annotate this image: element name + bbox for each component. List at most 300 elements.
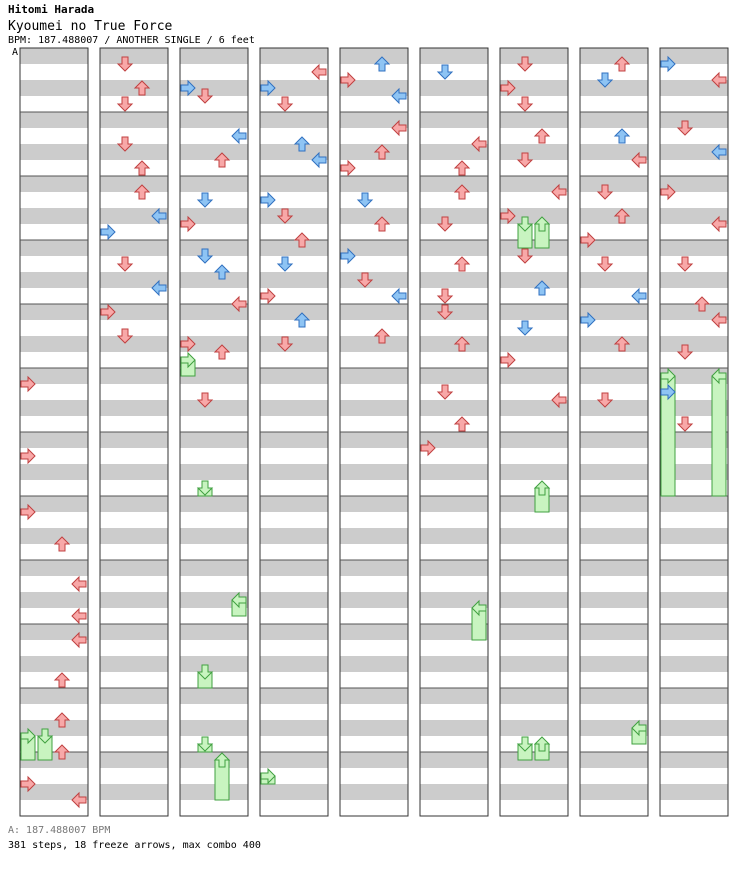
beat-stripe <box>500 528 568 544</box>
beat-stripe <box>500 144 568 160</box>
beat-stripe <box>100 640 168 656</box>
beat-stripe <box>180 112 248 128</box>
beat-stripe <box>260 208 328 224</box>
beat-stripe <box>500 736 568 752</box>
beat-stripe <box>580 464 648 480</box>
beat-stripe <box>500 592 568 608</box>
beat-stripe <box>100 80 168 96</box>
beat-stripe <box>580 112 648 128</box>
beat-stripe <box>500 576 568 592</box>
beat-stripe <box>260 432 328 448</box>
beat-stripe <box>340 608 408 624</box>
beat-stripe <box>660 528 728 544</box>
beat-stripe <box>20 48 88 64</box>
beat-stripe <box>180 512 248 528</box>
beat-stripe <box>340 736 408 752</box>
beat-stripe <box>420 752 488 768</box>
beat-stripe <box>180 96 248 112</box>
beat-stripe <box>500 336 568 352</box>
beat-stripe <box>660 544 728 560</box>
beat-stripe <box>660 656 728 672</box>
beat-stripe <box>180 640 248 656</box>
beat-stripe <box>420 736 488 752</box>
beat-stripe <box>660 112 728 128</box>
beat-stripe <box>20 688 88 704</box>
beat-stripe <box>340 544 408 560</box>
beat-stripe <box>660 96 728 112</box>
beat-stripe <box>340 512 408 528</box>
beat-stripe <box>100 560 168 576</box>
beat-stripe <box>180 480 248 496</box>
beat-stripe <box>260 48 328 64</box>
beat-stripe <box>180 48 248 64</box>
beat-stripe <box>340 528 408 544</box>
beat-stripe <box>420 720 488 736</box>
beat-stripe <box>100 528 168 544</box>
beat-stripe <box>500 672 568 688</box>
beat-stripe <box>260 96 328 112</box>
beat-stripe <box>100 752 168 768</box>
beat-stripe <box>420 800 488 816</box>
beat-stripe <box>340 432 408 448</box>
beat-stripe <box>420 304 488 320</box>
beat-stripe <box>420 672 488 688</box>
beat-stripe <box>260 384 328 400</box>
beat-stripe <box>580 656 648 672</box>
beat-stripe <box>340 192 408 208</box>
beat-stripe <box>100 160 168 176</box>
beat-stripe <box>180 448 248 464</box>
beat-stripe <box>260 720 328 736</box>
beat-stripe <box>500 416 568 432</box>
beat-stripe <box>20 432 88 448</box>
beat-stripe <box>20 240 88 256</box>
beat-stripe <box>260 784 328 800</box>
beat-stripe <box>580 48 648 64</box>
beat-stripe <box>260 368 328 384</box>
beat-stripe <box>20 544 88 560</box>
beat-stripe <box>420 496 488 512</box>
beat-stripe <box>500 688 568 704</box>
beat-stripe <box>420 64 488 80</box>
beat-stripe <box>580 336 648 352</box>
beat-stripe <box>100 64 168 80</box>
beat-stripe <box>500 656 568 672</box>
beat-stripe <box>100 176 168 192</box>
beat-stripe <box>260 656 328 672</box>
song-title: Kyoumei no True Force <box>8 19 173 34</box>
beat-stripe <box>100 656 168 672</box>
beat-stripe <box>20 192 88 208</box>
beat-stripe <box>20 320 88 336</box>
beat-stripe <box>340 672 408 688</box>
beat-stripe <box>100 432 168 448</box>
beat-stripe <box>180 464 248 480</box>
beat-stripe <box>260 464 328 480</box>
beat-stripe <box>100 544 168 560</box>
beat-stripe <box>580 512 648 528</box>
beat-stripe <box>580 448 648 464</box>
beat-stripe <box>340 224 408 240</box>
beat-stripe <box>340 784 408 800</box>
beat-stripe <box>500 496 568 512</box>
footer-bpm: A: 187.488007 BPM <box>8 825 111 836</box>
beat-stripe <box>180 672 248 688</box>
chart-meta: BPM: 187.488007 / ANOTHER SINGLE / 6 feet <box>8 35 255 46</box>
beat-stripe <box>660 336 728 352</box>
beat-stripe <box>580 368 648 384</box>
beat-stripe <box>420 464 488 480</box>
beat-stripe <box>100 496 168 512</box>
beat-stripe <box>420 528 488 544</box>
beat-stripe <box>340 624 408 640</box>
beat-stripe <box>340 480 408 496</box>
beat-stripe <box>420 224 488 240</box>
beat-stripe <box>180 176 248 192</box>
beat-stripe <box>180 320 248 336</box>
beat-stripe <box>180 272 248 288</box>
beat-stripe <box>20 464 88 480</box>
beat-stripe <box>20 480 88 496</box>
beat-stripe <box>260 672 328 688</box>
beat-stripe <box>20 656 88 672</box>
beat-stripe <box>660 240 728 256</box>
beat-stripe <box>340 320 408 336</box>
beat-stripe <box>340 176 408 192</box>
beat-stripe <box>660 624 728 640</box>
beat-stripe <box>20 288 88 304</box>
beat-stripe <box>340 368 408 384</box>
beat-stripe <box>260 624 328 640</box>
beat-stripe <box>420 480 488 496</box>
beat-stripe <box>660 720 728 736</box>
beat-stripe <box>260 560 328 576</box>
beat-stripe <box>100 240 168 256</box>
beat-stripe <box>660 256 728 272</box>
beat-stripe <box>420 208 488 224</box>
beat-stripe <box>500 480 568 496</box>
beat-stripe <box>100 336 168 352</box>
beat-stripe <box>180 528 248 544</box>
beat-stripe <box>20 304 88 320</box>
freeze-arrow <box>712 376 726 496</box>
beat-stripe <box>660 608 728 624</box>
beat-stripe <box>180 688 248 704</box>
beat-stripe <box>580 640 648 656</box>
beat-stripe <box>260 736 328 752</box>
beat-stripe <box>100 608 168 624</box>
beat-stripe <box>500 768 568 784</box>
beat-stripe <box>500 112 568 128</box>
beat-stripe <box>580 496 648 512</box>
beat-stripe <box>100 720 168 736</box>
beat-stripe <box>660 688 728 704</box>
beat-stripe <box>420 576 488 592</box>
beat-stripe <box>340 384 408 400</box>
beat-stripe <box>260 448 328 464</box>
beat-stripe <box>340 720 408 736</box>
beat-stripe <box>420 400 488 416</box>
beat-stripe <box>420 320 488 336</box>
beat-stripe <box>20 272 88 288</box>
beat-stripe <box>100 384 168 400</box>
beat-stripe <box>20 256 88 272</box>
beat-stripe <box>420 96 488 112</box>
beat-stripe <box>340 688 408 704</box>
beat-stripe <box>20 416 88 432</box>
beat-stripe <box>340 592 408 608</box>
beat-stripe <box>420 512 488 528</box>
beat-stripe <box>580 752 648 768</box>
beat-stripe <box>260 752 328 768</box>
beat-stripe <box>580 352 648 368</box>
beat-stripe <box>340 560 408 576</box>
beat-stripe <box>100 784 168 800</box>
beat-stripe <box>260 800 328 816</box>
beat-stripe <box>580 80 648 96</box>
beat-stripe <box>100 624 168 640</box>
beat-stripe <box>420 176 488 192</box>
beat-stripe <box>180 432 248 448</box>
beat-stripe <box>180 240 248 256</box>
beat-stripe <box>420 704 488 720</box>
beat-stripe <box>580 96 648 112</box>
beat-stripe <box>260 320 328 336</box>
beat-stripe <box>340 272 408 288</box>
beat-stripe <box>180 496 248 512</box>
beat-stripe <box>580 592 648 608</box>
beat-stripe <box>660 288 728 304</box>
beat-stripe <box>500 432 568 448</box>
beat-stripe <box>340 400 408 416</box>
beat-stripe <box>260 112 328 128</box>
beat-stripe <box>20 560 88 576</box>
beat-stripe <box>580 768 648 784</box>
beat-stripe <box>580 704 648 720</box>
beat-stripe <box>100 704 168 720</box>
beat-stripe <box>180 704 248 720</box>
beat-stripe <box>500 624 568 640</box>
beat-stripe <box>580 480 648 496</box>
beat-stripe <box>260 480 328 496</box>
beat-stripe <box>340 752 408 768</box>
beat-stripe <box>100 48 168 64</box>
beat-stripe <box>660 272 728 288</box>
beat-stripe <box>180 400 248 416</box>
beat-stripe <box>580 272 648 288</box>
beat-stripe <box>180 784 248 800</box>
beat-stripe <box>180 416 248 432</box>
beat-stripe <box>580 528 648 544</box>
beat-stripe <box>660 512 728 528</box>
beat-stripe <box>100 464 168 480</box>
beat-stripe <box>420 560 488 576</box>
beat-stripe <box>100 144 168 160</box>
beat-stripe <box>420 336 488 352</box>
beat-stripe <box>260 416 328 432</box>
beat-stripe <box>20 112 88 128</box>
beat-stripe <box>100 480 168 496</box>
beat-stripe <box>100 368 168 384</box>
beat-stripe <box>100 768 168 784</box>
beat-stripe <box>20 208 88 224</box>
beat-stripe <box>660 128 728 144</box>
beat-stripe <box>500 160 568 176</box>
beat-stripe <box>500 256 568 272</box>
beat-stripe <box>100 96 168 112</box>
beat-stripe <box>420 192 488 208</box>
beat-stripe <box>340 768 408 784</box>
beat-stripe <box>20 160 88 176</box>
beat-stripe <box>20 80 88 96</box>
beat-stripe <box>180 560 248 576</box>
beat-stripe <box>20 224 88 240</box>
beat-stripe <box>500 320 568 336</box>
beat-stripe <box>580 192 648 208</box>
beat-stripe <box>180 544 248 560</box>
beat-stripe <box>100 512 168 528</box>
beat-stripe <box>500 720 568 736</box>
beat-stripe <box>500 288 568 304</box>
beat-stripe <box>500 96 568 112</box>
beat-stripe <box>260 352 328 368</box>
beat-stripe <box>20 704 88 720</box>
beat-stripe <box>580 560 648 576</box>
beat-stripe <box>20 128 88 144</box>
beat-stripe <box>420 544 488 560</box>
beat-stripe <box>660 160 728 176</box>
beat-stripe <box>660 752 728 768</box>
beat-stripe <box>500 240 568 256</box>
beat-stripe <box>500 544 568 560</box>
beat-stripe <box>660 352 728 368</box>
beat-stripe <box>100 592 168 608</box>
beat-stripe <box>20 528 88 544</box>
beat-stripe <box>260 608 328 624</box>
beat-stripe <box>180 192 248 208</box>
beat-stripe <box>260 640 328 656</box>
beat-stripe <box>100 256 168 272</box>
beat-stripe <box>660 704 728 720</box>
beat-stripe <box>180 64 248 80</box>
beat-stripe <box>500 128 568 144</box>
beat-stripe <box>420 416 488 432</box>
beat-stripe <box>660 800 728 816</box>
beat-stripe <box>420 48 488 64</box>
beat-stripe <box>500 224 568 240</box>
beat-stripe <box>100 688 168 704</box>
beat-stripe <box>580 544 648 560</box>
beat-stripe <box>340 656 408 672</box>
beat-stripe <box>580 784 648 800</box>
footer-stats: 381 steps, 18 freeze arrows, max combo 400 <box>8 840 261 851</box>
beat-stripe <box>500 784 568 800</box>
beat-stripe <box>180 624 248 640</box>
beat-stripe <box>260 224 328 240</box>
beat-stripe <box>500 304 568 320</box>
beat-stripe <box>260 528 328 544</box>
beat-stripe <box>420 784 488 800</box>
beat-stripe <box>580 624 648 640</box>
beat-stripe <box>580 688 648 704</box>
beat-stripe <box>260 496 328 512</box>
beat-stripe <box>580 128 648 144</box>
beat-stripe <box>500 64 568 80</box>
beat-stripe <box>580 384 648 400</box>
beat-stripe <box>420 368 488 384</box>
beat-stripe <box>260 688 328 704</box>
beat-stripe <box>260 336 328 352</box>
beat-stripe <box>340 416 408 432</box>
beat-stripe <box>660 592 728 608</box>
beat-stripe <box>580 672 648 688</box>
beat-stripe <box>660 672 728 688</box>
bpm-marker-label: A <box>12 47 19 58</box>
beat-stripe <box>420 160 488 176</box>
beat-stripe <box>180 384 248 400</box>
beat-stripe <box>340 640 408 656</box>
beat-stripe <box>340 352 408 368</box>
beat-stripe <box>340 464 408 480</box>
beat-stripe <box>180 752 248 768</box>
beat-stripe <box>180 656 248 672</box>
beat-stripe <box>260 576 328 592</box>
beat-stripe <box>180 720 248 736</box>
beat-stripe <box>260 544 328 560</box>
beat-stripe <box>340 704 408 720</box>
beat-stripe <box>340 448 408 464</box>
beat-stripe <box>340 336 408 352</box>
beat-stripe <box>340 48 408 64</box>
beat-stripe <box>180 768 248 784</box>
beat-stripe <box>180 736 248 752</box>
beat-stripe <box>340 208 408 224</box>
beat-stripe <box>500 800 568 816</box>
beat-stripe <box>20 144 88 160</box>
beat-stripe <box>500 752 568 768</box>
beat-stripe <box>100 400 168 416</box>
beat-stripe <box>660 784 728 800</box>
beat-stripe <box>20 336 88 352</box>
beat-stripe <box>580 576 648 592</box>
beat-stripe <box>420 240 488 256</box>
beat-stripe <box>420 656 488 672</box>
beat-stripe <box>420 384 488 400</box>
beat-stripe <box>660 560 728 576</box>
beat-stripe <box>100 192 168 208</box>
beat-stripe <box>340 576 408 592</box>
beat-stripe <box>420 288 488 304</box>
beat-stripe <box>100 448 168 464</box>
beat-stripe <box>260 256 328 272</box>
beat-stripe <box>100 416 168 432</box>
beat-stripe <box>260 400 328 416</box>
beat-stripe <box>420 688 488 704</box>
beat-stripe <box>20 352 88 368</box>
beat-stripe <box>660 576 728 592</box>
beat-stripe <box>340 800 408 816</box>
beat-stripe <box>20 672 88 688</box>
beat-stripe <box>340 144 408 160</box>
beat-stripe <box>260 592 328 608</box>
beat-stripe <box>20 400 88 416</box>
beat-stripe <box>20 96 88 112</box>
beat-stripe <box>340 496 408 512</box>
beat-stripe <box>100 576 168 592</box>
beat-stripe <box>660 736 728 752</box>
beat-stripe <box>420 80 488 96</box>
beat-stripe <box>100 352 168 368</box>
